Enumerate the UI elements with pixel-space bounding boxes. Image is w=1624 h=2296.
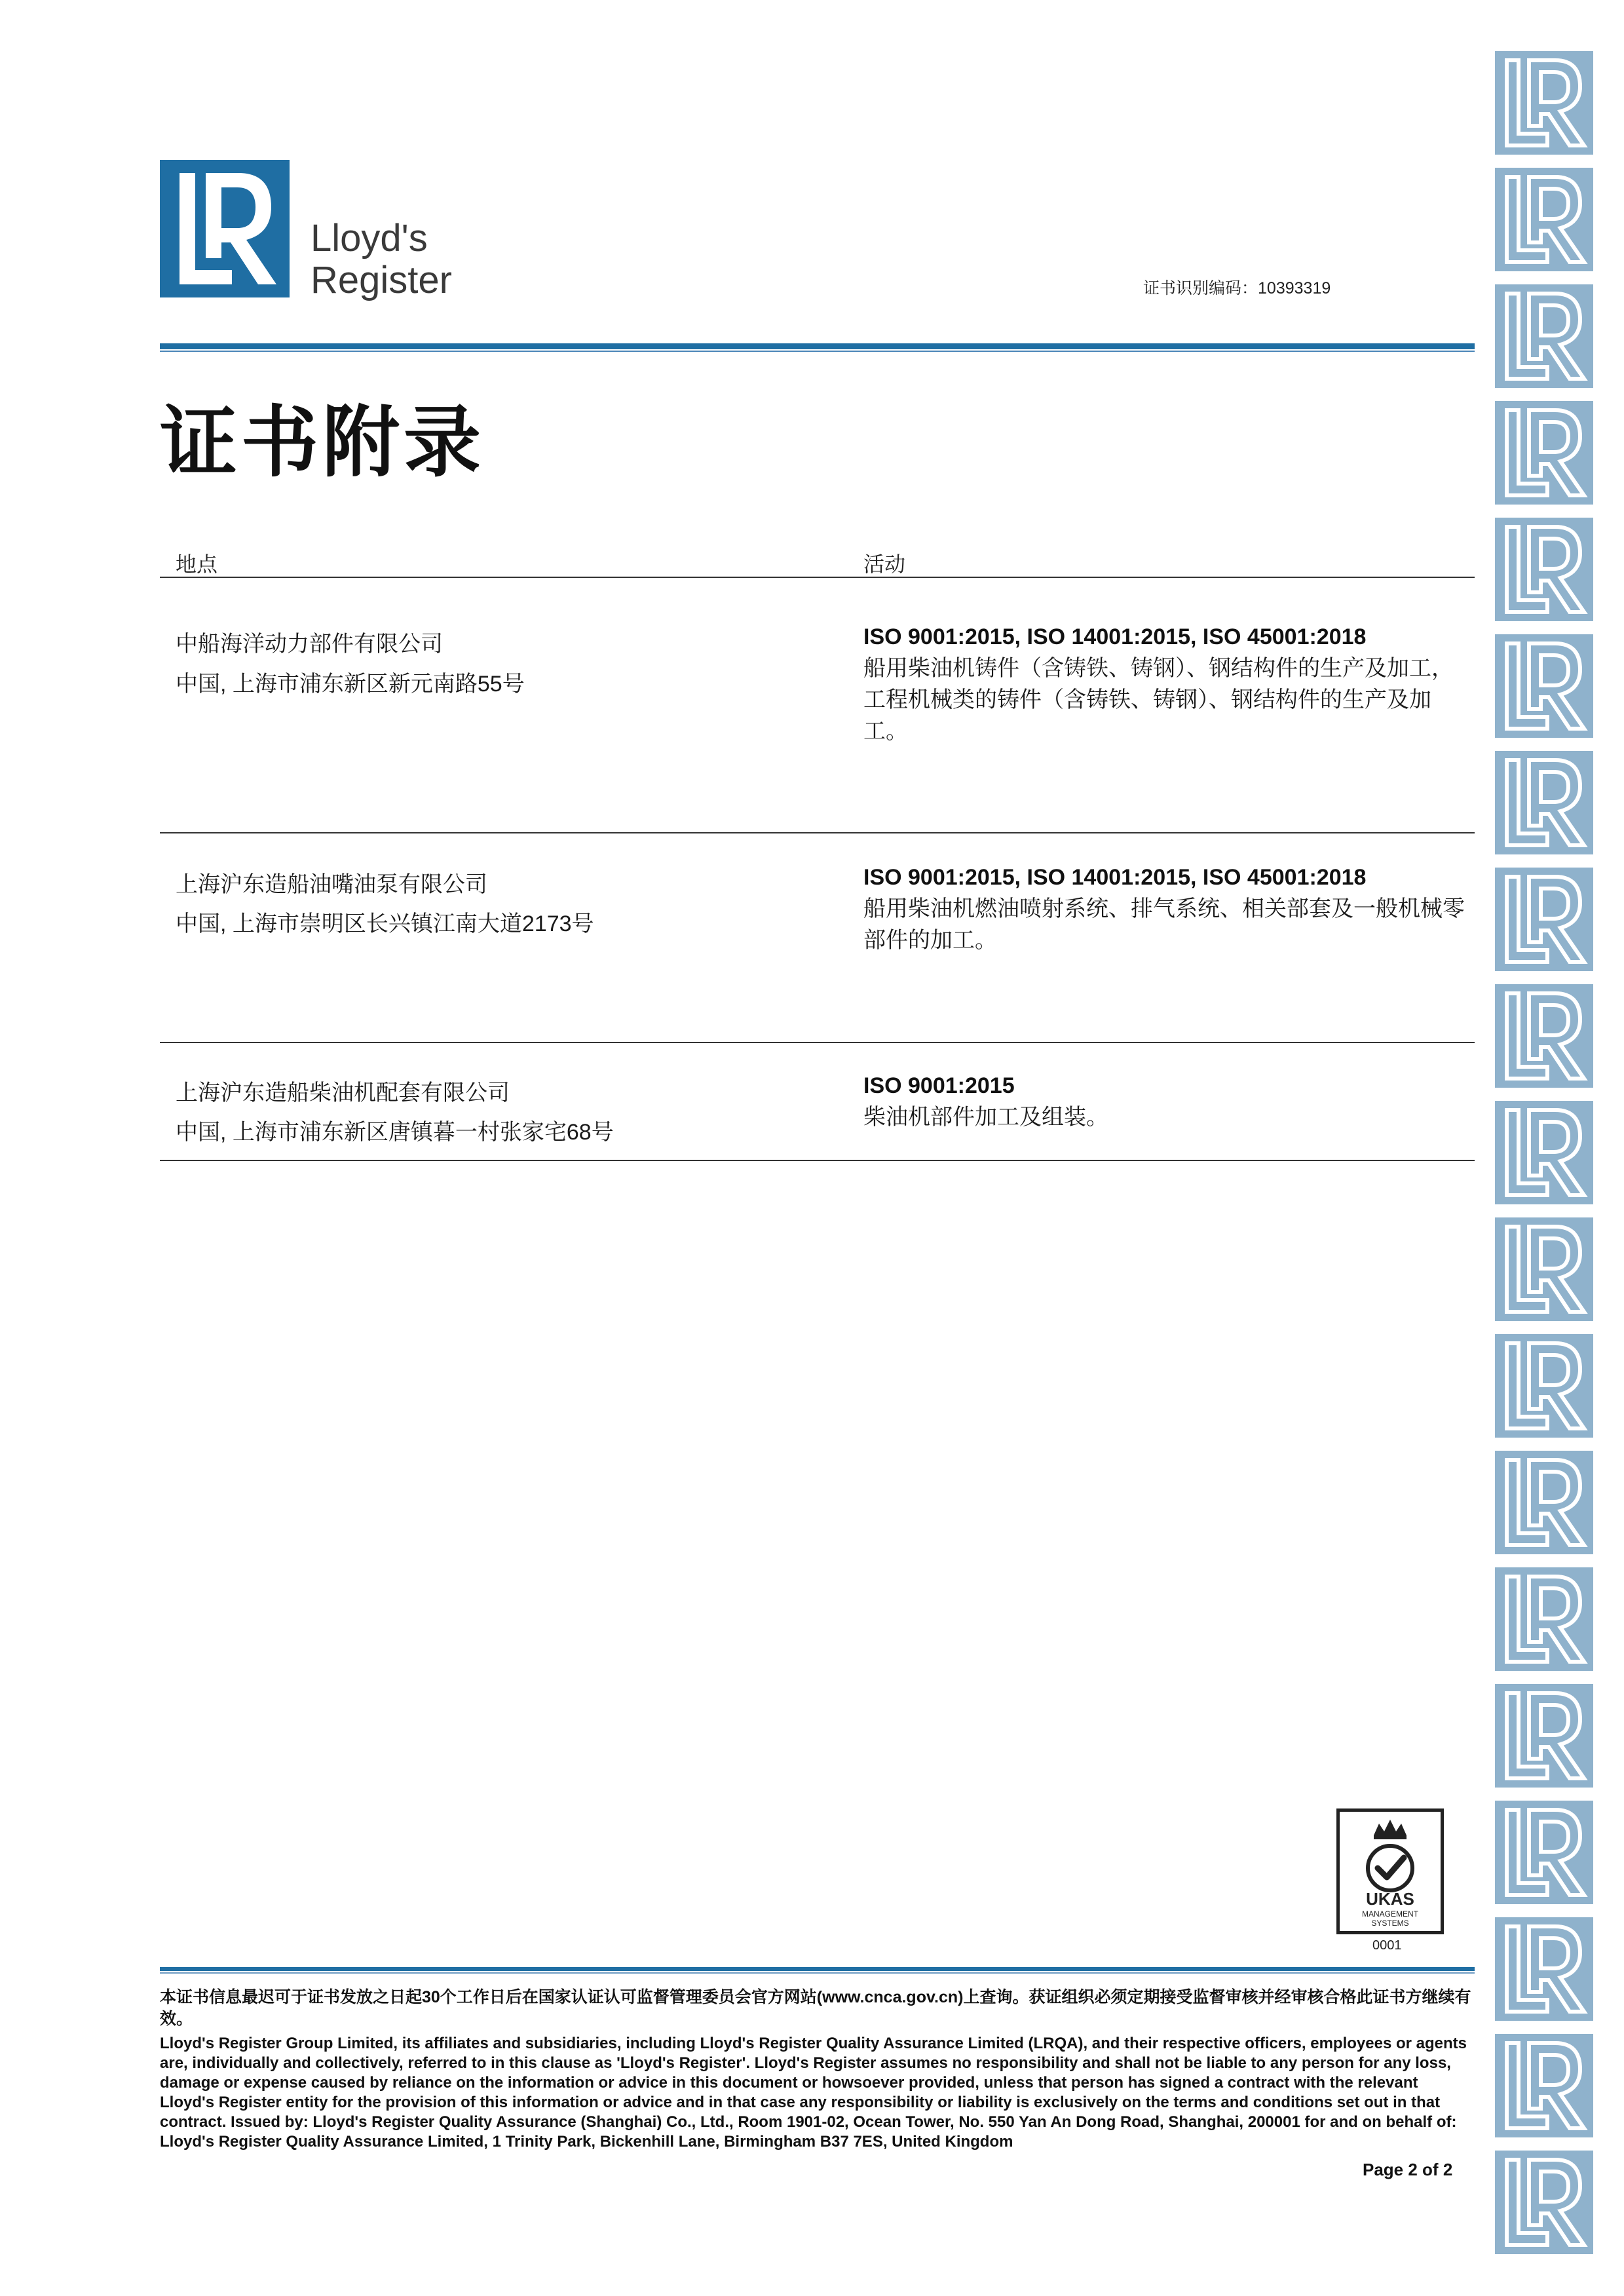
ukas-sub-line-1: MANAGEMENT [1361, 1909, 1419, 1919]
ukas-number: 0001 [1372, 1938, 1402, 1953]
lr-watermark-icon [1495, 868, 1593, 971]
site-activity: 柴油机部件加工及组装。 [863, 1105, 1108, 1130]
brand-name [311, 218, 452, 301]
lr-watermark-icon [1495, 168, 1593, 271]
page-title: 证书附录 [160, 397, 485, 488]
lr-watermark-icon [1495, 518, 1593, 621]
lr-watermark-icon [1495, 751, 1593, 854]
lr-watermark-icon [1495, 1684, 1593, 1788]
site-address: 中国, 上海市浦东新区唐镇暮一村张家宅68号 [176, 1120, 614, 1145]
lr-logo-icon [160, 160, 290, 297]
site-standards: ISO 9001:2015 [863, 1073, 1015, 1098]
site-name: 中船海洋动力部件有限公司 [176, 632, 443, 657]
site-name: 上海沪东造船油嘴油泵有限公司 [176, 872, 487, 897]
header-divider-thin [160, 351, 1475, 352]
table-header-rule [160, 577, 1475, 578]
lr-watermark-icon [1495, 1917, 1593, 2021]
lr-watermark-icon [1495, 2034, 1593, 2137]
page-number: Page 2 of 2 [1363, 2160, 1453, 2179]
lr-watermark-icon [1495, 1217, 1593, 1321]
ukas-sub-line-2: SYSTEMS [1371, 1919, 1409, 1928]
site-address: 中国, 上海市浦东新区新元南路55号 [176, 672, 525, 697]
lr-watermark-icon [1495, 284, 1593, 388]
row-divider [160, 832, 1475, 833]
column-header-activity: 活动 [863, 552, 906, 576]
ukas-crown-check-icon [1336, 1808, 1444, 1934]
lr-watermark-icon [1495, 1567, 1593, 1671]
site-standards: ISO 9001:2015, ISO 14001:2015, ISO 45001:2018 [863, 865, 1367, 890]
column-header-location: 地点 [176, 552, 218, 576]
certificate-id-label: 证书识别编码： [1143, 279, 1258, 297]
lr-watermark-strip [1495, 51, 1603, 2266]
site-activity: 船用柴油机燃油喷射系统、排气系统、相关部套及一般机械零部件的加工。 [863, 896, 1465, 953]
site-name: 上海沪东造船柴油机配套有限公司 [176, 1081, 510, 1105]
footer-notice-en: Lloyd's Register Group Limited, its affiliates and subsidiaries, including Lloyd's Register Quality Assurance Limited (LRQA), and their respective officers, employees or agents are, individually and collectively, referred to in this clause as 'Lloyd's Register'. Lloyd's Register assumes no responsibility and shall not be liable to any person for any loss, damage or expense caused by reliance on the information or advice in this document or howsoever provided, unless that person has signed a contract with the relevant Lloyd's Register entity for the provision of this information or advice and in that case any responsibility or liability is exclusively on the terms and conditions set out in that contract. Issued by: Lloyd's Register Quality Assurance (Shanghai) Co., Ltd., Room 1901-02, Ocean Tower, No. 550 Yan An Dong Road, Shanghai, 200001 for and on behalf of: Lloyd's Register Quality Assurance Limited, 1 Trinity Park, Bickenhill Lane, Birmingham B37 7ES, United Kingdom [160, 2035, 1467, 2151]
header-divider [160, 343, 1475, 349]
footer-notice-cn: 本证书信息最迟可于证书发放之日起30个工作日后在国家认证认可监督管理委员会官方网站(www.cnca.gov.cn)上查询。获证组织必须定期接受监督审核并经审核合格此证书方继续有效。 [160, 1988, 1471, 2028]
footer-divider-thin [160, 1972, 1475, 1974]
lr-watermark-icon [1495, 1801, 1593, 1904]
lr-watermark-icon [1495, 1334, 1593, 1438]
lr-watermark-icon [1495, 984, 1593, 1088]
certificate-id [1143, 275, 1331, 299]
lr-watermark-icon [1495, 634, 1593, 738]
table-bottom-rule [160, 1160, 1475, 1161]
lr-watermark-icon [1495, 51, 1593, 155]
site-address: 中国, 上海市崇明区长兴镇江南大道2173号 [176, 911, 594, 936]
row-divider [160, 1042, 1475, 1043]
site-activity: 船用柴油机铸件（含铸铁、铸钢）、钢结构件的生产及加工，工程机械类的铸件（含铸铁、铸钢）、钢结构件的生产及加工。 [863, 656, 1454, 744]
site-standards: ISO 9001:2015, ISO 14001:2015, ISO 45001:2018 [863, 624, 1367, 649]
lr-watermark-icon [1495, 401, 1593, 505]
certificate-id-value: 10393319 [1258, 279, 1331, 297]
ukas-mark-text: UKAS [1366, 1889, 1414, 1909]
brand-line-2: Register [311, 259, 452, 301]
lr-watermark-icon [1495, 1451, 1593, 1554]
footer-divider [160, 1967, 1475, 1971]
lr-watermark-icon [1495, 2151, 1593, 2254]
lr-watermark-icon [1495, 1101, 1593, 1204]
brand-line-1: Lloyd's [311, 217, 428, 259]
